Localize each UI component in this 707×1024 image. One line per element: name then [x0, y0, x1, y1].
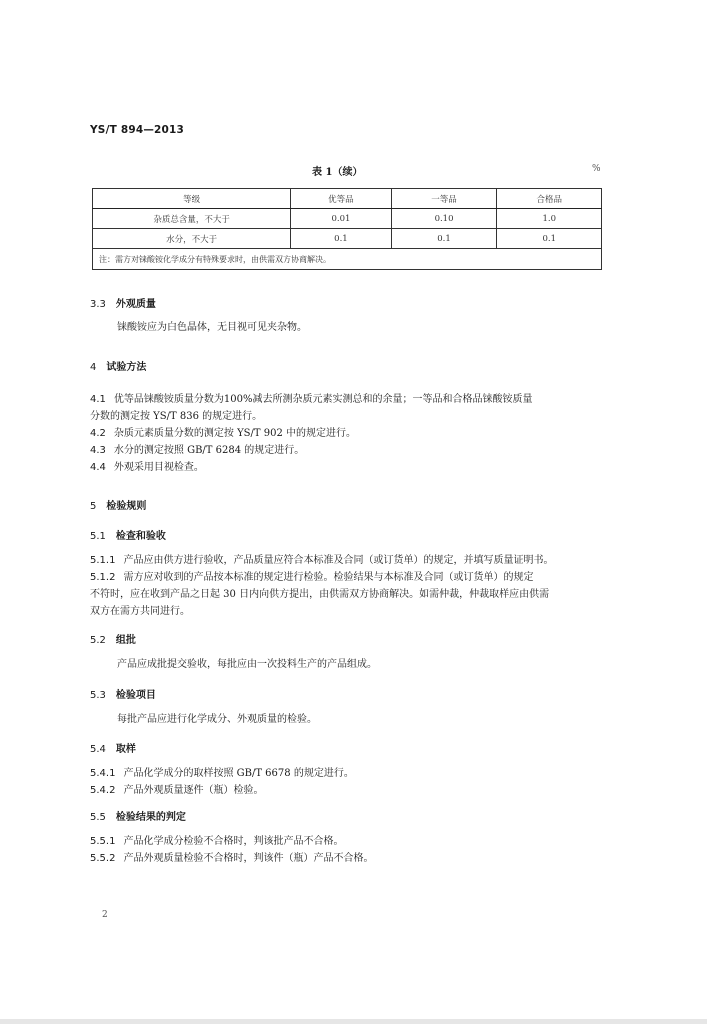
table-header-cell: 一等品 [391, 189, 497, 209]
table-caption: 表 1（续） [312, 167, 363, 178]
paragraph-5-4-1: 5.4.1 产品化学成分的取样按照 GB/T 6678 的规定进行。 [90, 768, 354, 779]
table-header-cell: 优等品 [291, 189, 391, 209]
section-heading-4: 4 试验方法 [90, 362, 147, 373]
page-number: 2 [102, 910, 108, 920]
paragraph-4-1: 4.1 优等品铼酸铵质量分数为100%减去所测杂质元素实测总和的余量；一等品和合格品铼酸铵质量 分数的测定按 YS/T 836 的规定进行。 [90, 394, 533, 422]
table-header-cell: 等级 [93, 189, 291, 209]
standard-code: YS/T 894—2013 [90, 124, 185, 136]
table-note-row [93, 249, 602, 270]
spec-table [92, 188, 602, 270]
paragraph-5-1-2: 5.1.2 需方应对收到的产品按本标准的规定进行检验。检验结果与本标准及合同（或订货单）的规定 不符时，应在收到产品之日起 30 日内向供方提出，由供需双方协商解决。如需仲裁，仲裁取样应由供需 双方在需方共同进行。 [90, 572, 550, 617]
table-cell: 0.1 [291, 229, 391, 249]
paragraph-4-4: 4.4 外观采用目视检查。 [90, 462, 204, 473]
paragraph-5-4-2: 5.4.2 产品外观质量逐件（瓶）检验。 [90, 785, 264, 796]
table-row [93, 229, 602, 249]
table-header-row [93, 189, 602, 209]
section-heading-5-4: 5.4 取样 [90, 744, 136, 755]
section-heading-5-2: 5.2 组批 [90, 635, 136, 646]
section-heading-5-3: 5.3 检验项目 [90, 690, 156, 701]
section-heading-3-3: 3.3 外观质量 [90, 299, 156, 310]
paragraph-5-2: 产品应成批提交验收，每批应由一次投料生产的产品组成。 [117, 659, 377, 670]
paragraph-5-3: 每批产品应进行化学成分、外观质量的检验。 [117, 714, 317, 725]
section-heading-5: 5 检验规则 [90, 501, 147, 512]
table-cell: 0.1 [391, 229, 497, 249]
table-note: 注：需方对铼酸铵化学成分有特殊要求时，由供需双方协商解决。 [93, 249, 602, 270]
table-row [93, 209, 602, 229]
table-cell: 杂质总含量，不大于 [93, 209, 291, 229]
page-bottom-edge [0, 1019, 707, 1024]
paragraph-5-5-1: 5.5.1 产品化学成分检验不合格时，判该批产品不合格。 [90, 836, 344, 847]
paragraph-4-2: 4.2 杂质元素质量分数的测定按 YS/T 902 中的规定进行。 [90, 428, 357, 439]
table-header-cell: 合格品 [497, 189, 602, 209]
table-cell: 0.10 [391, 209, 497, 229]
table-unit: % [592, 164, 601, 174]
paragraph-5-5-2: 5.5.2 产品外观质量检验不合格时，判该件（瓶）产品不合格。 [90, 853, 374, 864]
paragraph-4-3: 4.3 水分的测定按照 GB/T 6284 的规定进行。 [90, 445, 305, 456]
paragraph-5-1-1: 5.1.1 产品应由供方进行验收，产品质量应符合本标准及合同（或订货单）的规定，并填写质量证明书。 [90, 555, 554, 566]
section-heading-5-1: 5.1 检查和验收 [90, 531, 166, 542]
table-cell: 0.01 [291, 209, 391, 229]
table-cell: 1.0 [497, 209, 602, 229]
table-cell: 0.1 [497, 229, 602, 249]
section-heading-5-5: 5.5 检验结果的判定 [90, 812, 186, 823]
table-cell: 水分，不大于 [93, 229, 291, 249]
paragraph-3-3: 铼酸铵应为白色晶体，无目视可见夹杂物。 [117, 322, 307, 333]
